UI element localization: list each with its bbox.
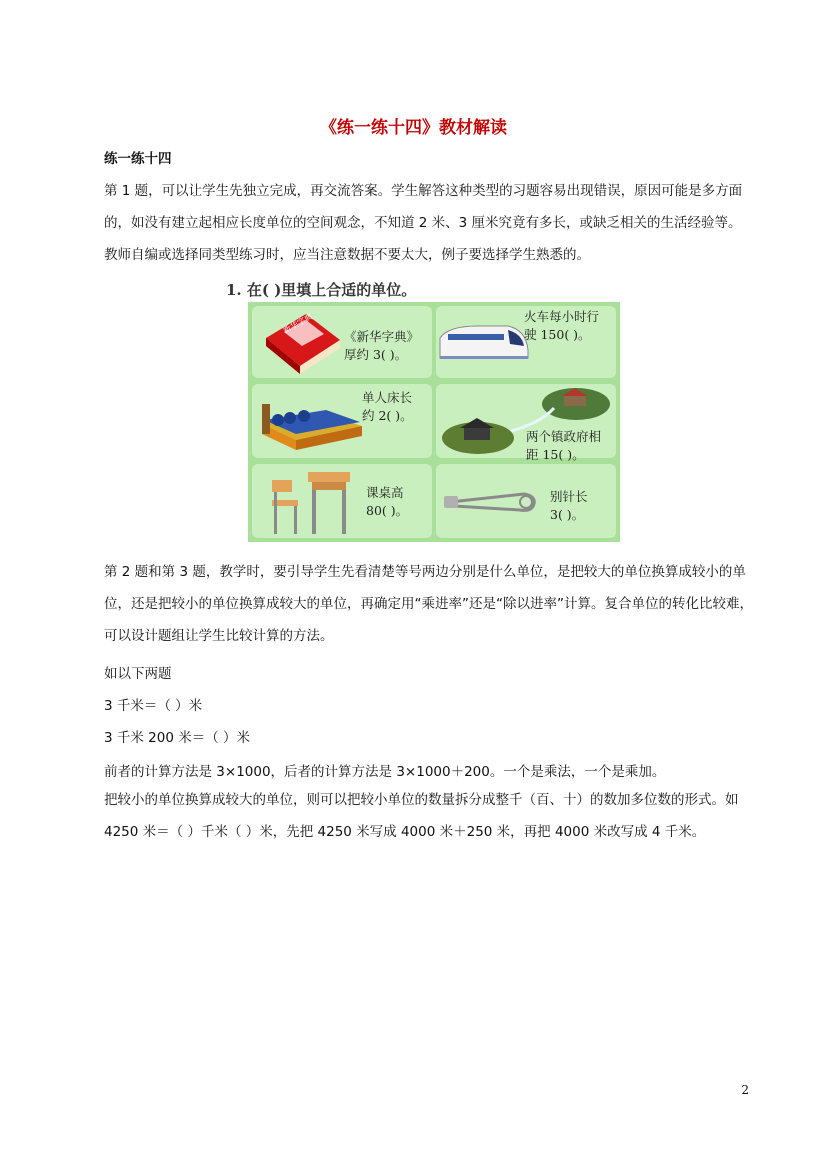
paragraph-2 [104, 556, 754, 652]
train-caption-line1: 火车每小时行 [524, 309, 600, 324]
bed-illustration [256, 396, 366, 454]
pin-caption [550, 488, 588, 524]
desk-chair-illustration [264, 466, 354, 538]
pin-caption-line1: 别针长 [550, 489, 588, 504]
exercise-title: 1. 在( )里填上合适的单位。 [226, 281, 417, 299]
paragraph-2-text: 第 2 题和第 3 题，教学时，要引导学生先看清楚等号两边分别是什么单位，是把较大的单位换算成较小的单位，还是把较小的单位换算成较大的单位，再确定用“乘进率”还是“除以进率”计算。复合单位的转化比较难，可以设计题组让学生比较计算的方法。 [104, 564, 753, 644]
exercise-figure [248, 302, 620, 542]
desk-caption-line1: 课桌高 [366, 485, 404, 500]
pin-caption-line2: 3( )。 [550, 507, 585, 522]
train-caption-line2: 驶 150( )。 [524, 327, 591, 342]
page-title: 《练一练十四》教材解读 [320, 118, 507, 138]
paragraph-1-text: 第 1 题，可以让学生先独立完成，再交流答案。学生解答这种类型的习题容易出现错误，原因可能是多方面的，如没有建立起相应长度单位的空间观念，不知道 2 米、3 厘米究竟有多长，或缺乏相关的生活经验等。教师自编或选择同类型练习时，应当注意数据不要太大，例子要选择学生熟悉的。 [104, 183, 743, 263]
text-line-example-2: 3 千米 200 米＝（ ）米 [104, 730, 251, 746]
desk-caption [366, 484, 408, 520]
towns-caption [526, 428, 601, 464]
dictionary-caption-line2: 厚约 3( )。 [344, 347, 408, 362]
dictionary-caption [344, 328, 419, 364]
paragraph-1 [104, 175, 754, 271]
train-illustration [438, 316, 530, 368]
bed-caption [362, 389, 413, 425]
text-line-intro: 如以下两题 [104, 666, 172, 682]
bed-caption-line2: 约 2( )。 [362, 408, 413, 423]
text-line-explanation: 前者的计算方法是 3×1000，后者的计算方法是 3×1000＋200。一个是乘法，一个是乘加。 [104, 764, 666, 780]
page-number: 2 [741, 1083, 749, 1097]
desk-caption-line2: 80( )。 [366, 503, 409, 518]
paragraph-3-text: 把较小的单位换算成较大的单位，则可以把较小单位的数量拆分成整千（百、十）的数加多位数的形式。如 4250 米＝（ ）千米（ ）米，先把 4250 米写成 4000 米＋250 米，再把 4000 米改写成 4 千米。 [104, 792, 739, 840]
dictionary-cover-text: 新华字典 [281, 312, 315, 336]
train-caption [524, 308, 599, 344]
towns-caption-line2: 距 15( )。 [526, 447, 585, 462]
towns-caption-line1: 两个镇政府相 [526, 429, 602, 444]
dictionary-caption-line1: 《新华字典》 [344, 329, 420, 344]
safety-pin-illustration [440, 484, 540, 518]
text-line-example-1: 3 千米＝（ ）米 [104, 698, 203, 714]
bed-caption-line1: 单人床长 [362, 390, 413, 405]
section-heading: 练一练十四 [104, 151, 172, 167]
paragraph-3 [104, 784, 754, 848]
